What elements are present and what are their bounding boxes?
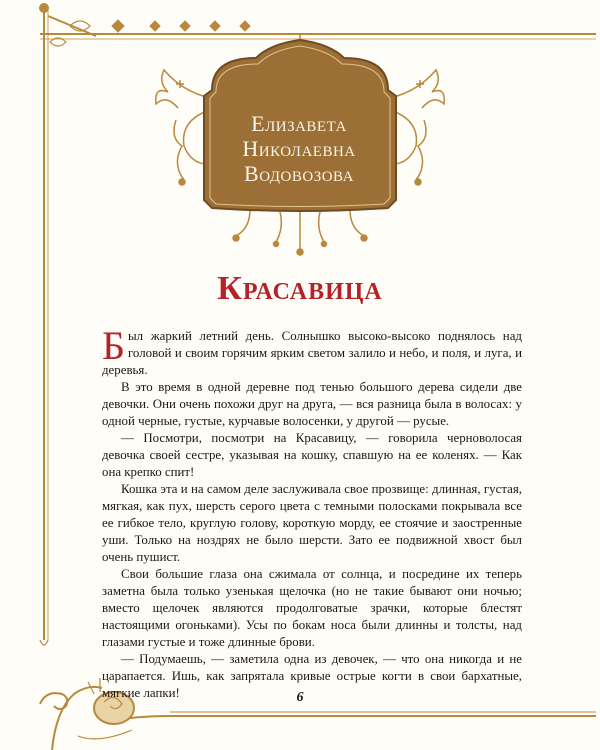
top-rule [40,20,596,39]
paragraph-1 [102,323,522,379]
story-text [102,323,522,702]
paragraph-2: В это время в одной деревне под тенью большого дерева сидели две девочки. Они очень похожи друг на друга, — вся разница была в волосах: у одной черные, густые, курчавые волосенки, у другой — русые. [102,380,522,428]
paragraph-1-text: ыл жаркий летний день. Солнышко высоко-высоко поднялось над головой и своим горячим ярким светом залило и небо, и поля, и луга, и деревья. [102,329,522,377]
corner-bracket-top-left [40,4,96,645]
paragraph-3: — Посмотри, посмотри на Красавицу, — говорила черноволосая девочка своей сестре, указывая на кошку, спавшую на ее коленях. — Как она крепко спит! [102,431,522,479]
author-first-name: Елизавета [251,110,347,136]
page-number: 6 [296,690,304,705]
bottom-rule [170,712,596,716]
paragraph-6: — Подумаешь, — заметила одна из девочек, — что она никогда и не царапается. Ишь, как запрятала кривые острые когти в свои бархатные, мягкие лапки! [102,652,522,700]
author-surname: Водовозова [244,160,354,186]
author-patronymic: Николаевна [242,135,356,161]
story-title: Красавица [217,270,383,307]
drop-cap-letter: Б [102,323,125,368]
author-name-plate [202,98,396,198]
paragraph-4: Кошка эта и на самом деле заслуживала свое прозвище: длинная, густая, мягкая, как пух, шерсть серого цвета с темными полосками покрывала все ее гибкое тело, круглую голову, короткую морду, ее стоячие и заостренные уши. Только на ноздрях не было шерсти. Зато ее подвижной хвост был очень пушист. [102,482,522,564]
paragraph-5: Свои большие глаза она сжимала от солнца, и посредине их теперь заметна была только узенькая щелочка (но не такие бывают они ночью; вместо щелочек являются продолговатые зрачки, которые блестят настоящими огоньками). Усы по бокам носа были длинны и толсты, над глазами густые и тоже длинные брови. [102,567,522,649]
